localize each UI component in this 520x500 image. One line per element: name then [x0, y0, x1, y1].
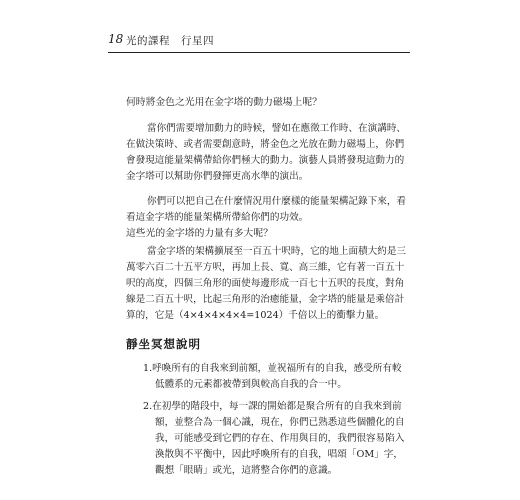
paragraph-line: 線是二百五十呎，比起三角形的治癒能量，金字塔的能量是乘倍計 — [126, 294, 405, 305]
list-item-line: 我，可能感受到它們的存在、作用與目的，我們很容易陷入 — [155, 433, 405, 444]
page-number: 18 — [108, 32, 124, 46]
header-title: 光的課程 行星四 — [126, 35, 214, 47]
list-item-line: 1.呼喚所有的自我來到前額，並祝福所有的自我，感受所有較 — [143, 363, 402, 374]
paragraph-line: 金字塔可以幫助你們發揮更高水準的演出。 — [126, 171, 309, 182]
paragraph-line: 當金字塔的架構擴展至一百五十呎時，它的地上面積大約是三 — [147, 246, 407, 257]
running-header — [108, 32, 410, 53]
question-heading-golden-light: 何時將金色之光用在金字塔的動力磁場上呢？ — [126, 97, 322, 108]
paragraph-line: 看這金字塔的能量架構所帶給你們的功效。 — [126, 212, 309, 223]
list-item-line: 2.在初學的階段中，每一課的開始都是聚合所有的自我來到前 — [143, 401, 402, 412]
paragraph-line: 算的，它是（4×4×4×4×4=1024）千倍以上的衝擊力量。 — [126, 310, 385, 321]
paragraph-line: 在做決策時、或者需要創意時，將金色之光放在動力磁場上，你們 — [126, 139, 405, 150]
list-item-line: 渙散與不平衡中，因此呼喚所有的自我，唱頌「OM」字， — [155, 449, 403, 460]
list-item-line: 觀想「眼睛」或光，這將整合你們的意識。 — [155, 465, 338, 476]
question-heading-pyramid-power: 這些光的金字塔的力量有多大呢？ — [126, 228, 273, 239]
paragraph-line: 你們可以把自己在什麼情況用什麼樣的能量架構記錄下來，看 — [147, 196, 407, 207]
section-heading-meditation: 靜坐冥想說明 — [126, 337, 201, 351]
paragraph-line: 當你們需要增加動力的時候，譬如在應徵工作時、在演講時、 — [147, 123, 407, 134]
list-item-line: 低體系的元素都被帶到與較高自我的合一中。 — [155, 379, 347, 390]
list-item-line: 額，並整合為一個心識，現在，你們已熟悉這些個體化的自 — [155, 417, 405, 428]
paragraph-line: 呎的高度，四個三角形的面使每邊形成一百七十五呎的長度，對角 — [126, 278, 405, 289]
paragraph-line: 萬零六百二十五平方呎，再加上長、寬、高三維，它有著一百五十 — [126, 262, 405, 273]
paragraph-line: 會發現這能量架構帶給你們極大的動力。演藝人員將發現這動力的 — [126, 155, 405, 166]
